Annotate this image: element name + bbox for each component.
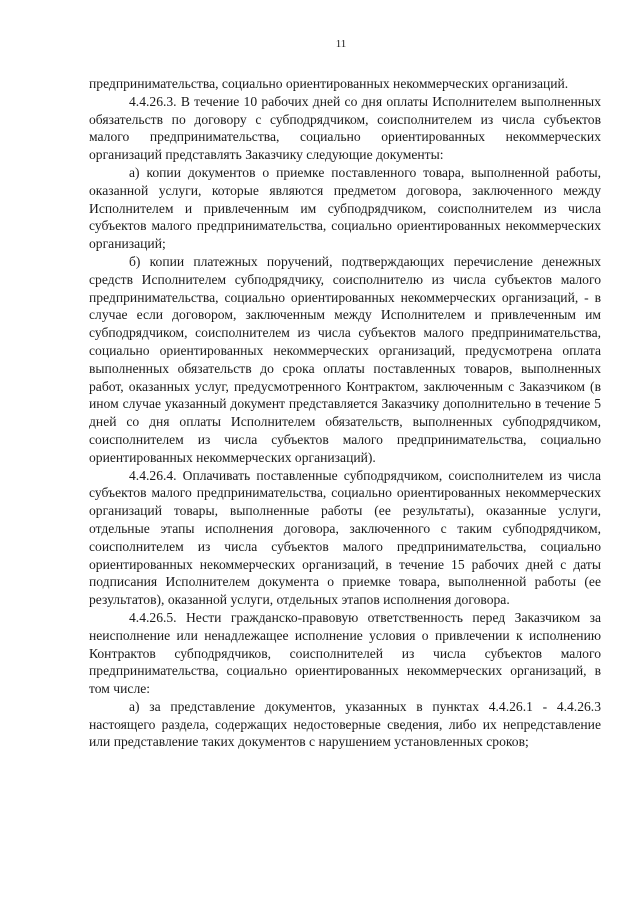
paragraph-4-4-26-5: 4.4.26.5. Нести гражданско-правовую ответственность перед Заказчиком за неисполнение или ненадлежащее исполнение условия о привлечении к исполнению Контрактов субподрядчиков, соисполнителей из числа субъектов малого предпринимательства, социально ориентированных некоммерческих организаций, в том числе: <box>89 609 601 697</box>
paragraph-item-a: а) копии документов о приемке поставленного товара, выполненной работы, оказанной услуги, которые являются предметом договора, заключенного между Исполнителем и привлеченным им субподрядчиком, соисполнителем из числа субъектов малого предпринимательства, социально ориентированных некоммерческих организаций; <box>89 164 601 252</box>
paragraph-4-4-26-3: 4.4.26.3. В течение 10 рабочих дней со дня оплаты Исполнителем выполненных обязательств по договору с субподрядчиком, соисполнителем из числа субъектов малого предпринимательства, социально ориентированных некоммерческих организаций представлять Заказчику следующие документы: <box>89 93 601 163</box>
paragraph-item-b: б) копии платежных поручений, подтверждающих перечисление денежных средств Исполнителем субподрядчику, соисполнителю из числа субъектов малого предпринимательства, социально ориентированных некоммерческих организаций, - в случае если договором, заключенным между Исполнителем и привлеченным им субподрядчиком, соисполнителем из числа субъектов малого предпринимательства, социально ориентированных некоммерческих организаций, предусмотрена оплата выполненных обязательств до срока оплаты поставленных товаров, выполненных работ, оказанных услуг, предусмотренного Контрактом, заключенным с Заказчиком (в ином случае указанный документ представляется Заказчику дополнительно в течение 5 дней со дня оплаты Исполнителем обязательств, выполненных субподрядчиком, соисполнителем из числа субъектов малого предпринимательства, социально ориентированных некоммерческих организаций). <box>89 253 601 465</box>
paragraph-4-4-26-4: 4.4.26.4. Оплачивать поставленные субподрядчиком, соисполнителем из числа субъектов малого предпринимательства, социально ориентированных некоммерческих организаций товары, выполненные работы (ее результаты), оказанные услуги, отдельные этапы исполнения договора, заключенного с таким субподрядчиком, соисполнителем из числа субъектов малого предпринимательства, социально ориентированных некоммерческих организаций, в течение 15 рабочих дней с даты подписания Исполнителем документа о приемке товара, выполненной работы (ее результатов), оказанной услуги, отдельных этапов исполнения договора. <box>89 467 601 608</box>
paragraph-continuation: предпринимательства, социально ориентированных некоммерческих организаций. <box>89 76 569 91</box>
paragraph-liability-item-a: а) за представление документов, указанных в пунктах 4.4.26.1 - 4.4.26.3 настоящего раздела, содержащих недостоверные сведения, либо их непредставление или представление таких документов с нарушением установленных сроков; <box>89 698 601 750</box>
document-body <box>89 75 601 751</box>
page-number: 11 <box>335 38 347 50</box>
